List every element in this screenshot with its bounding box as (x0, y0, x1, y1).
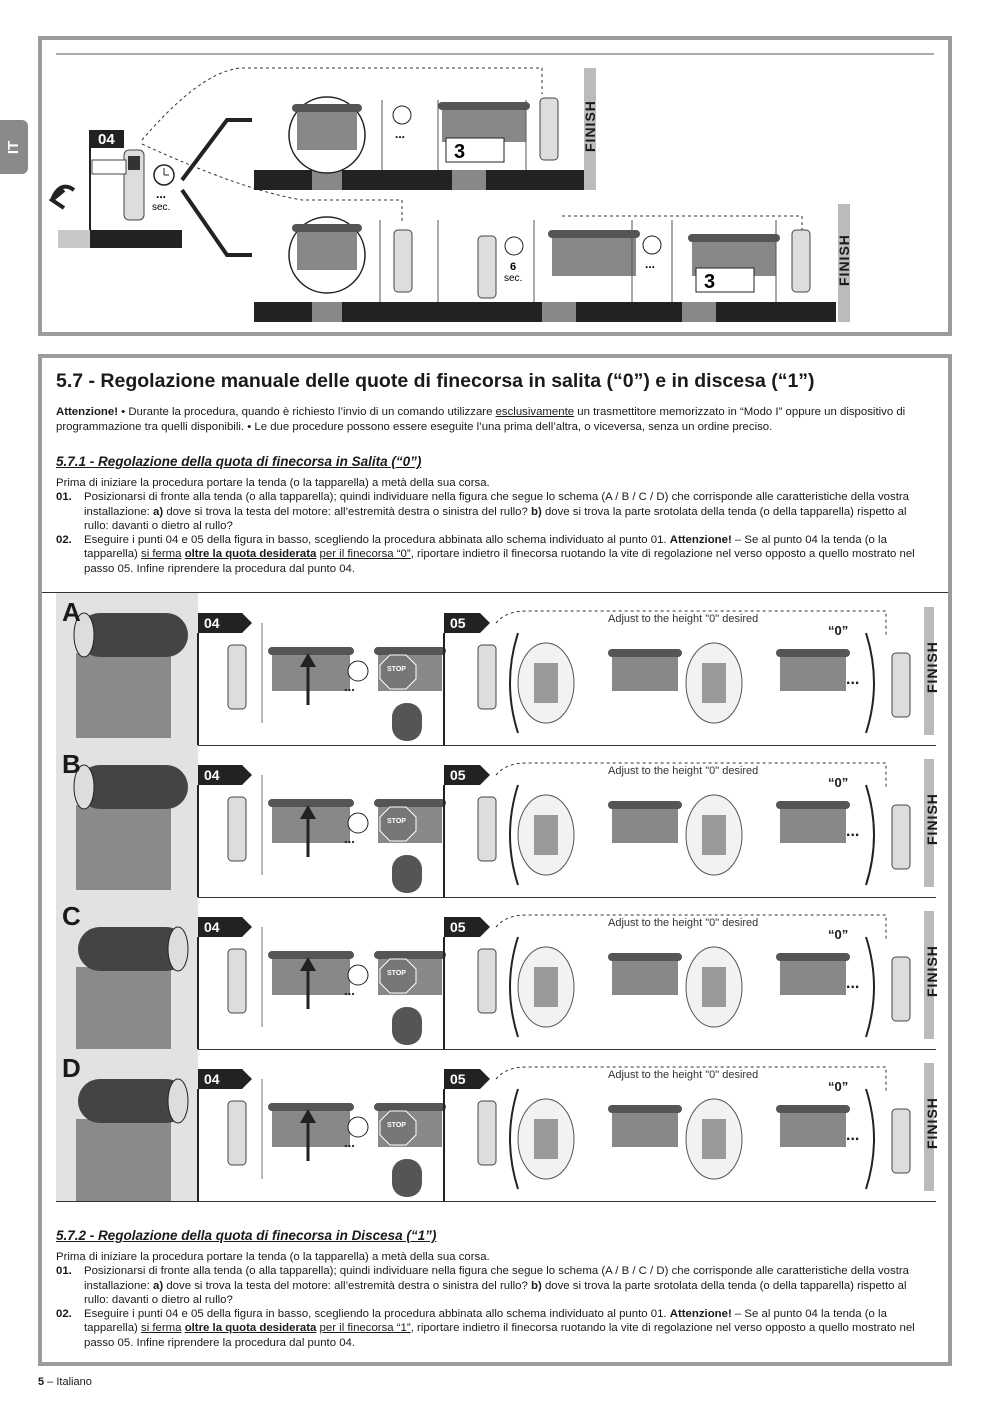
adjust-wheel-1 (518, 1099, 574, 1179)
dots-label-1: ... (344, 679, 355, 694)
row-letter: A (62, 597, 81, 627)
step-04-label: 04 (204, 615, 220, 631)
subsection-1-body: Prima di iniziare la procedura portare la tenda (o la tapparella) a metà della sua corsa. 01. Posizionarsi di fronte alla tenda (o alla tapparella); quindi individuare nella figura che segue lo schema (A / B / C / D) che corrisponde alle caratteristiche della vostra installazione: a) dove si trova la testa del motore: all’estremità destra o sinistra del rullo? b) dove si trova la parte srotolata della tenda (o della tapparella) rispetto al rullo: davanti o dietro al rullo? 02. Eseguire i punti 04 e 05 della figura in basso, scegliendo la procedura abbinata allo schema individuato al punto 01. Attenzione! – Se al punto 04 la tenda (o la tapparella) si ferma oltre la quota desiderata per il finecorsa “0”, riportare indietro il finecorsa ruotando la vite di regolazione nel verso opposto a quello mostrato nel passo 05. Infine riprendere la procedura dal punto 04. (56, 477, 915, 575)
row-diagram (56, 745, 936, 897)
zero-label: “0” (828, 775, 849, 790)
six-sec-value: 6 (510, 261, 517, 273)
dots-label-2: ... (846, 671, 860, 688)
svg-text:...: ... (395, 127, 406, 141)
step-05-label: 05 (450, 1071, 466, 1087)
top-figure-box (38, 36, 952, 336)
dots-label-1: ... (344, 831, 355, 846)
step-05-label: 05 (450, 615, 466, 631)
step-04-label: 04 (204, 919, 220, 935)
count-label-bottom: 3 (704, 271, 716, 293)
stop-label: STOP (387, 970, 406, 977)
section-title: 5.7 - Regolazione manuale delle quote di finecorsa in salita (“0”) e in discesa (“1”) (56, 370, 815, 392)
adjust-caption: Adjust to the height "0" desired (608, 613, 759, 625)
count-label-top: 3 (454, 141, 466, 163)
row-letter: C (62, 901, 81, 931)
timer-dots: ... (156, 187, 167, 201)
dots-label-2: ... (846, 1127, 860, 1144)
stop-label: STOP (387, 818, 406, 825)
roller-illustration (74, 765, 188, 890)
finish-label: FINISH (924, 1097, 940, 1149)
step-05-label: 05 (450, 919, 466, 935)
finish-label-top: FINISH (582, 100, 598, 152)
zero-label: “0” (828, 623, 849, 638)
step-05-label: 05 (450, 767, 466, 783)
adjust-wheel-1 (518, 643, 574, 723)
six-sec-unit: sec. (504, 273, 523, 284)
step-04-label: 04 (98, 131, 115, 148)
row-diagram (56, 897, 936, 1049)
row-letter: D (62, 1053, 81, 1083)
dots-label-2: ... (846, 823, 860, 840)
language-tab: IT (0, 120, 28, 174)
attention-paragraph: Attenzione! • Durante la procedura, quando è richiesto l’invio di un comando utilizzare esclusivamente un trasmettitore memorizzato in “Modo I” oppure un dispositivo di programmazione tra quelli disponibili. • Le due procedure possono essere eseguite l’una prima dell’altra, o viceversa, senza un ordine preciso. (56, 406, 906, 433)
stop-label: STOP (387, 1122, 406, 1129)
finish-label-bottom: FINISH (836, 234, 852, 286)
dots-label-2: ... (846, 975, 860, 992)
timer-unit: sec. (152, 202, 171, 213)
adjust-caption: Adjust to the height "0" desired (608, 765, 759, 777)
zero-label: “0” (828, 1079, 849, 1094)
figure-row-a (56, 593, 940, 746)
figure-row-b (56, 745, 940, 898)
adjust-wheel-2 (686, 795, 742, 875)
finish-label: FINISH (924, 793, 940, 845)
step-04-label: 04 (204, 767, 220, 783)
adjust-wheel-2 (686, 643, 742, 723)
subsection-2-title: 5.7.2 - Regolazione della quota di finecorsa in Discesa (“1”) (56, 1228, 437, 1243)
adjust-wheel-2 (686, 947, 742, 1027)
figure-row-d (56, 1049, 940, 1202)
row-letter: B (62, 749, 81, 779)
adjust-caption: Adjust to the height "0" desired (608, 917, 759, 929)
step-04-label: 04 (204, 1071, 220, 1087)
finish-label: FINISH (924, 945, 940, 997)
top-procedure-diagram (42, 40, 948, 332)
zero-label: “0” (828, 927, 849, 942)
row-diagram (56, 1049, 936, 1201)
page-footer: 5 – Italiano (38, 1376, 92, 1388)
finish-label: FINISH (924, 641, 940, 693)
figure-row-c (56, 897, 940, 1050)
adjust-wheel-1 (518, 947, 574, 1027)
dots-label-1: ... (344, 1135, 355, 1150)
subsection-1-title: 5.7.1 - Regolazione della quota di finecorsa in Salita (“0”) (56, 454, 422, 469)
adjust-caption: Adjust to the height "0" desired (608, 1069, 759, 1081)
stop-label: STOP (387, 666, 406, 673)
dots-label-1: ... (344, 983, 355, 998)
roller-illustration (74, 613, 188, 738)
svg-text:...: ... (645, 257, 656, 271)
adjust-wheel-2 (686, 1099, 742, 1179)
row-diagram (56, 593, 936, 745)
section-5-7-box (38, 354, 952, 1366)
figure-rows (42, 592, 948, 1201)
adjust-wheel-1 (518, 795, 574, 875)
subsection-2-body: Prima di iniziare la procedura portare la tenda (o la tapparella) a metà della sua corsa. 01. Posizionarsi di fronte alla tenda (o alla tapparella); quindi individuare nella figura che segue lo schema (A / B / C / D) che corrisponde alle caratteristiche della vostra installazione: a) dove si trova la testa del motore: all’estremità destra o sinistra del rullo? b) dove si trova la parte srotolata della tenda (o della tapparella) rispetto al rullo: davanti o dietro al rullo? 02. Eseguire i punti 04 e 05 della figura in basso, scegliendo la procedura abbinata allo schema individuato al punto 01. Attenzione! – Se al punto 04 la tenda (o la tapparella) si ferma oltre la quota desiderata per il finecorsa “1”, riportare indietro il finecorsa ruotando la vite di regolazione nel verso opposto a quello mostrato nel passo 05. Infine riprendere la procedura dal punto 04. (56, 1251, 915, 1349)
